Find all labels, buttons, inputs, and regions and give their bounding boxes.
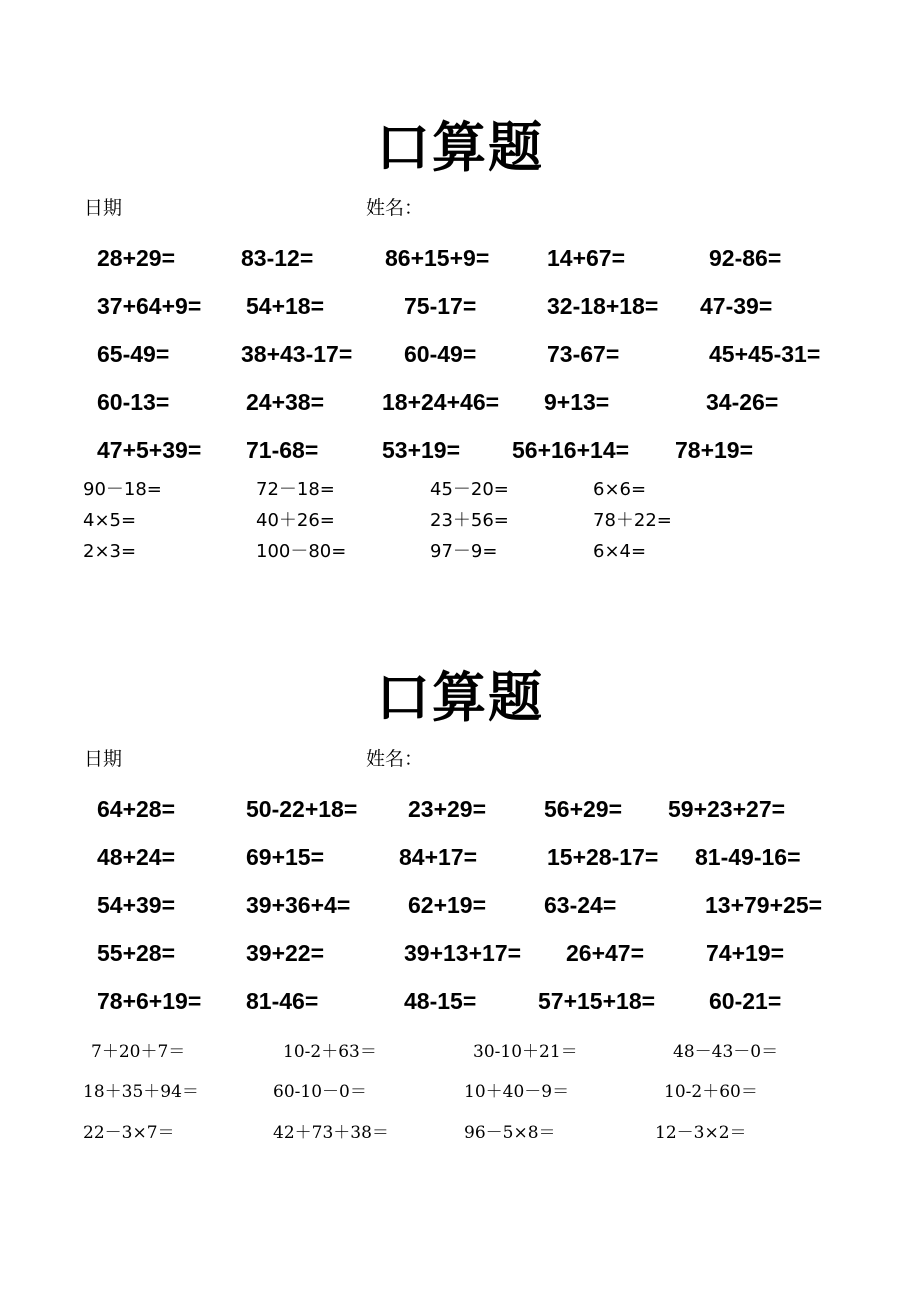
problem: 81-49-16= [695,844,801,870]
problem: 39+36+4= [246,892,351,918]
problem: 24+38= [246,389,325,415]
problem: 45+45-31= [709,341,821,367]
problem: 13+79+25= [705,892,823,918]
problem: 56+29= [544,796,623,822]
problem: 56+16+14= [512,437,630,463]
sheet-title: 口算题 [376,115,544,179]
problem: 84+17= [399,844,478,870]
name-label: 姓名： [366,748,424,770]
problem: 78+19= [675,437,754,463]
problem: 18＋35＋94＝ [83,1082,199,1102]
problem: 39+22= [246,940,325,966]
problem: 34-26= [706,389,779,415]
problem: 12－3×2＝ [655,1123,747,1143]
problem: 22－3×7＝ [83,1123,175,1143]
date-label: 日期 [84,197,123,219]
problem: 72－18= [256,479,335,500]
problem: 18+24+46= [382,389,500,415]
problem: 54+39= [97,892,176,918]
problem: 48+24= [97,844,176,870]
problem: 30-10＋21＝ [473,1042,578,1062]
problem: 63-24= [544,892,617,918]
problem: 97－9= [430,541,498,562]
problem: 26+47= [566,940,645,966]
problem: 48-15= [404,988,477,1014]
problem: 10＋40－9＝ [464,1082,570,1102]
problem: 55+28= [97,940,176,966]
problem: 10-2＋60＝ [664,1082,758,1102]
problem: 45－20= [430,479,509,500]
problem: 96－5×8＝ [464,1123,556,1143]
date-label: 日期 [84,748,123,770]
problem: 57+15+18= [538,988,656,1014]
problem: 86+15+9= [385,245,490,271]
problem: 37+64+9= [97,293,202,319]
problem: 15+28-17= [547,844,659,870]
problem: 23＋56= [430,510,509,531]
problem: 48－43－0＝ [673,1042,779,1062]
problem: 81-46= [246,988,319,1014]
problem: 92-86= [709,245,782,271]
problem: 60-21= [709,988,782,1014]
problem: 59+23+27= [668,796,786,822]
problem: 90－18= [83,479,162,500]
problem: 23+29= [408,796,487,822]
problem: 75-17= [404,293,477,319]
problem: 6×6= [593,479,647,500]
name-label: 姓名： [366,197,424,219]
problem: 74+19= [706,940,785,966]
problem: 47+5+39= [97,437,202,463]
problem: 6×4= [593,541,647,562]
problem: 9+13= [544,389,610,415]
problem: 100－80= [256,541,347,562]
problem: 10-2＋63＝ [283,1042,377,1062]
problem: 69+15= [246,844,325,870]
problem: 42＋73＋38＝ [273,1123,389,1143]
sheet-title: 口算题 [376,665,544,729]
problem: 83-12= [241,245,314,271]
problem: 38+43-17= [241,341,353,367]
problem: 14+67= [547,245,626,271]
problem: 50-22+18= [246,796,358,822]
problem: 39+13+17= [404,940,522,966]
problem: 32-18+18= [547,293,659,319]
problem: 4×5= [83,510,137,531]
problem: 54+18= [246,293,325,319]
problem: 65-49= [97,341,170,367]
problem: 73-67= [547,341,620,367]
problem: 78+6+19= [97,988,202,1014]
problem: 60-49= [404,341,477,367]
problem: 64+28= [97,796,176,822]
problem: 7＋20＋7＝ [91,1042,186,1062]
problem: 2×3= [83,541,137,562]
problem: 40＋26= [256,510,335,531]
problem: 78＋22= [593,510,672,531]
problem: 71-68= [246,437,319,463]
problem: 62+19= [408,892,487,918]
problem: 28+29= [97,245,176,271]
problem: 53+19= [382,437,461,463]
problem: 60-10－0＝ [273,1082,367,1102]
problem: 47-39= [700,293,773,319]
problem: 60-13= [97,389,170,415]
